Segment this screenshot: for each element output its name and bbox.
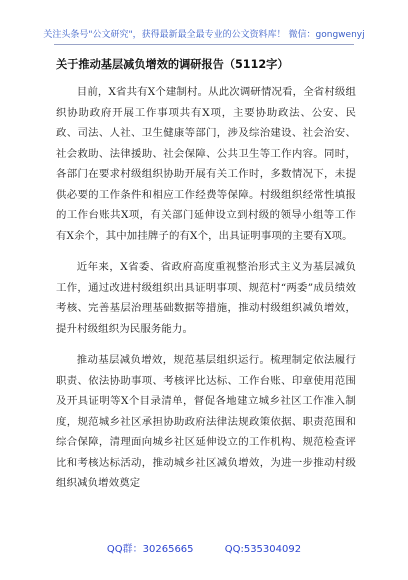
footer-qq-number: QQ:535304092 [224,544,302,555]
footer-contact [0,540,408,555]
footer-qq-group: QQ群：30265665 [106,544,194,555]
body-paragraph-1: 目前，X省共有X个建制村。从此次调研情况看，全省村级组织协助政府开展工作事项共有X项，主要协助政法、公安、民政、司法、人社、卫生健康等部门，涉及综治建设、社会治安、社会救助、法律援助、社会保障、公共卫生等工作内容。同时，各部门在要求村级组织协助开展有关工作时，多数情况下，未提供必要的工作条件和相应工作经费等保障。村级组织经常性填报的工作台账共X项，有关部门延伸设立到村级的领导小组等工作有X余个，其中加挂牌子的有X个，出具证明事项的主要有X项。 [56,86,356,242]
body-paragraph-2: 近年来，X省委、省政府高度重视整治形式主义为基层减负工作，通过改进村级组织出具证明事项、规范村“两委”成员绩效考核、完善基层治理基础数据等措施，推动村级组织减负增效，提升村级组织为民服务能力。 [56,261,356,335]
document-body [56,82,356,505]
body-paragraph-3: 推动基层减负增效，规范基层组织运行。梳理制定依法履行职责、依法协助事项、考核评比达标、工作台账、印章使用范围及开具证明等X个目录清单，督促各地建立城乡社区工作准入制度，规范城乡社区承担协助政府法律法规政策依据、职责范围和综合保障，清理面向城乡社区延伸设立的工作机构、规范检查评比和考核达标活动，推动城乡社区减负增效，为进一步推动村级组织减负增效奠定 [56,354,356,489]
header-divider [54,44,354,45]
header-ad-text: 关注头条号"公文研究"，获得最新最全最专业的公文资料库！ 微信：gongwenyj [43,30,365,40]
document-title: 关于推动基层减负增效的调研报告（5112字） [56,58,289,71]
